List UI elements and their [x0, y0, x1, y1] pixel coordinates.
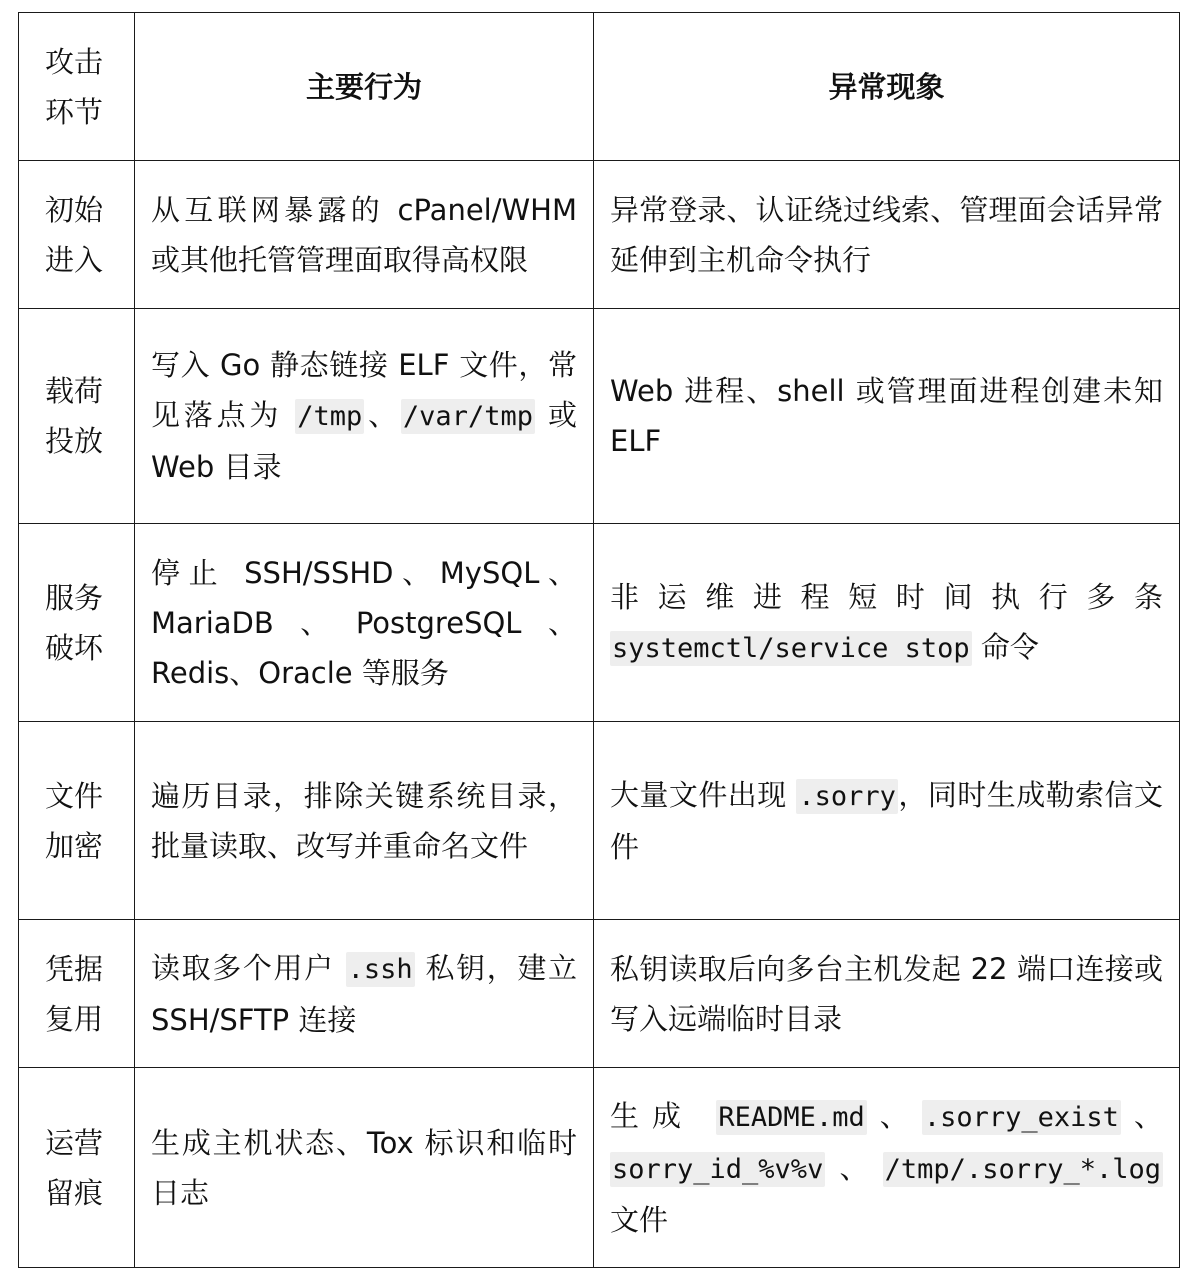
- cell-text: 文件: [610, 1202, 669, 1237]
- cell-text: 停止 SSH/SSHD、MySQL、MariaDB、PostgreSQL、Redis、Oracle 等服务: [151, 555, 577, 690]
- cell-text: ，同时生成勒索信文件: [610, 777, 1163, 864]
- inline-code: /var/tmp: [402, 401, 533, 432]
- inline-code: /tmp/.sorry_*.log: [884, 1153, 1161, 1185]
- cell-text: 或 Web 目录: [151, 398, 577, 484]
- anomaly-cell: [594, 1068, 1180, 1268]
- stage-line-1: 运营: [45, 1125, 104, 1160]
- cell-text: 、: [1120, 1098, 1163, 1133]
- stage-line-1: 凭据: [45, 951, 104, 986]
- cell-text: 读取多个用户: [151, 950, 346, 985]
- table-row: [19, 722, 1180, 920]
- stage-line-1: 文件: [45, 778, 104, 813]
- cell-text: 生成: [610, 1098, 717, 1133]
- stage-line-2: 进入: [45, 242, 104, 277]
- table-row: [19, 920, 1180, 1068]
- cell-text: Web 进程、shell 或管理面进程创建未知 ELF: [610, 374, 1163, 458]
- action-cell: [135, 309, 594, 524]
- inline-code: .ssh: [347, 953, 413, 985]
- table-row: [19, 309, 1180, 524]
- stage-cell: [19, 524, 135, 722]
- inline-code: systemctl/service stop: [612, 632, 970, 664]
- anomaly-cell: [594, 524, 1180, 722]
- cell-text: 非运维进程短时间执行多条: [610, 579, 1163, 614]
- header-anomaly: 异常现象: [594, 13, 1180, 161]
- stage-line-1: 初始: [45, 192, 104, 227]
- action-cell: [135, 722, 594, 920]
- stage-line-2: 投放: [45, 424, 104, 458]
- table-row: [19, 161, 1180, 309]
- cell-text: 大量文件出现: [610, 777, 797, 812]
- inline-code: README.md: [718, 1101, 865, 1133]
- cell-text: 、: [866, 1098, 922, 1133]
- action-cell: [135, 161, 594, 309]
- cell-text: 、: [825, 1150, 883, 1185]
- cell-text: 遍历目录，排除关键系统目录，批量读取、改写并重命名文件: [151, 778, 577, 863]
- inline-code: .sorry: [798, 780, 896, 812]
- table-header-row: [19, 13, 1180, 161]
- cell-text: 写入 Go 静态链接 ELF 文件，常见落点为: [151, 348, 577, 432]
- action-cell: [135, 1068, 594, 1268]
- cell-text: 、: [364, 398, 401, 432]
- stage-line-2: 复用: [45, 1001, 104, 1036]
- action-cell: [135, 524, 594, 722]
- cell-text: 私钥，建立 SSH/SFTP 连接: [151, 950, 578, 1037]
- cell-text: 从互联网暴露的 cPanel/WHM 或其他托管管理面取得高权限: [151, 192, 577, 277]
- inline-code: /tmp: [297, 401, 363, 432]
- inline-code: .sorry_exist: [923, 1101, 1119, 1133]
- inline-code: sorry_id_%v%v: [612, 1153, 824, 1185]
- anomaly-cell: [594, 920, 1180, 1068]
- table-row: [19, 1068, 1180, 1268]
- anomaly-cell: [594, 309, 1180, 524]
- action-cell: [135, 920, 594, 1068]
- anomaly-cell: [594, 722, 1180, 920]
- header-stage: [19, 13, 135, 161]
- stage-line-2: 破坏: [45, 630, 104, 665]
- stage-cell: [19, 161, 135, 309]
- cell-text: 命令: [971, 629, 1039, 664]
- header-action: 主要行为: [135, 13, 594, 161]
- stage-cell: [19, 309, 135, 524]
- header-stage-line-2: 环节: [45, 94, 104, 129]
- anomaly-cell: [594, 161, 1180, 309]
- stage-cell: [19, 920, 135, 1068]
- header-stage-line-1: 攻击: [45, 44, 104, 79]
- stage-line-2: 加密: [45, 828, 104, 863]
- table-row: [19, 524, 1180, 722]
- stage-cell: [19, 1068, 135, 1268]
- attack-stage-table: [18, 12, 1180, 1268]
- stage-cell: [19, 722, 135, 920]
- cell-text: 异常登录、认证绕过线索、管理面会话异常延伸到主机命令执行: [610, 192, 1163, 277]
- cell-text: 生成主机状态、Tox 标识和临时日志: [151, 1125, 577, 1210]
- cell-text: 私钥读取后向多台主机发起 22 端口连接或写入远端临时目录: [610, 951, 1163, 1036]
- stage-line-1: 载荷: [45, 374, 104, 408]
- stage-line-1: 服务: [45, 580, 104, 615]
- stage-line-2: 留痕: [45, 1175, 104, 1210]
